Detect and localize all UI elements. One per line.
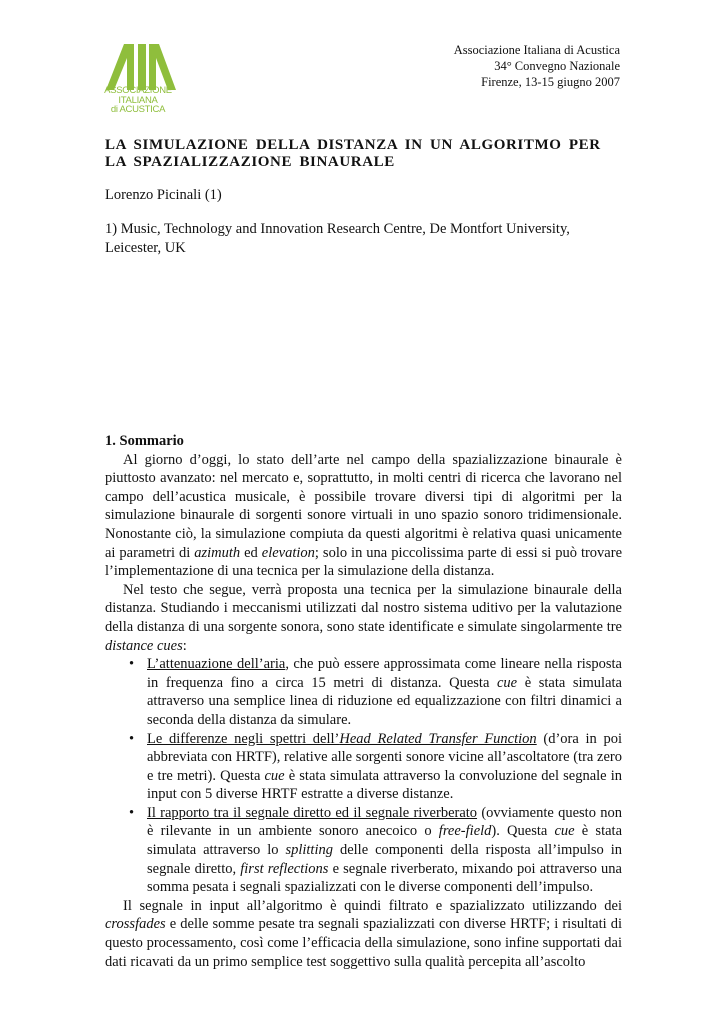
logo-text [98,86,178,115]
logo-line-2: ITALIANA [118,94,158,106]
conference-line-2: 34° Convegno Nazionale [494,59,620,73]
conference-header [454,42,620,90]
paragraph-2: Nel testo che segue, verrà proposta una tecnica per la simulazione binaurale della distanza. Studiando i meccanismi utilizzati dal nostro sistema uditivo per la valutazione della distanza di una sorgente sonora, sono state identificate e simulate singolarmente tre distance cues: [105,581,622,654]
list-item: • Il rapporto tra il segnale diretto ed il segnale riverberato (ovviamente questo non è rilevante in un ambiente sonoro anecoico o free-field). Questa cue è stata simulata attraverso lo splitting delle componenti della risposta all’impulso in segnale diretto, first reflections e segnale riverberato, mixando poi attraverso una somma pesata i segnali spazializzati con le diverse componenti dell’impulso. [129,804,622,896]
list-item: • L’attenuazione dell’aria, che può essere approssimata come lineare nella risposta in frequenza fino a circa 15 metri di distanza. Questa cue è stata simulata attraverso una semplice linea di riduzione ed equalizzazione con filtri dinamici a seconda della distanza da simulare. [129,656,622,728]
logo-line-1: ASSOCIAZIONE [104,85,172,96]
paper-title-line-2: LA SPAZIALIZZAZIONE BINAURALE [105,154,395,170]
logo-a-right [149,44,176,90]
list-item: • Le differenze negli spettri dell’Head Related Transfer Function (d’ora in poi abbreviata con HRTF), relative alle sorgenti sonore vicine all’ascoltatore (tra zero e tre metri). Questa cue è stata simulata attraverso la convoluzione del segnale in input con 5 diverse HRTF estratte a diverse distanze. [129,730,623,803]
affiliation: 1) Music, Technology and Innovation Research Centre, De Montfort University, Leicester, UK [105,221,570,256]
section-sommario [105,432,622,971]
logo-line-3: di ACUSTICA [110,104,166,115]
conference-line-3: Firenze, 13-15 giugno 2007 [481,75,620,89]
distance-cues-list [105,655,622,897]
section-heading: 1. Sommario [105,433,184,449]
paragraph-3: Il segnale in input all’algoritmo è quindi filtrato e spazializzato utilizzando dei crossfades e delle somme pesate tra segnali spazializzati con diverse HRTF; i risultati di questo processamento, così come l’efficacia della simulazione, sono infine supportati dai dati ricavati da un primo semplice test soggettivo sulla qualità percepita all’ascolto [105,897,622,970]
bullet-marker: • [129,730,135,747]
paragraph-1: Al giorno d’oggi, lo stato dell’arte nel campo della spazializzazione binaurale è piuttosto avanzato: nel mercato e, soprattutto, in molti centri di ricerca che lavorano nel campo dell’acustica musicale, è possibile trovare diversi tipi di algoritmi per la simulazione binaurale di sorgenti sonore virtuali in uno spazio sonoro tridimensionale. Nonostante ciò, la simulazione compiuta da questi algoritmi è relativa quasi unicamente ai parametri di azimuth ed elevation; solo in una piccolissima parte di essi si può trovare l’implementazione di una tecnica per la simulazione della distanza. [105,451,623,580]
logo-i-middle [138,44,146,90]
bullet-marker: • [129,656,135,673]
logo-a-left [106,44,134,90]
bullet-marker: • [129,804,135,821]
author: Lorenzo Picinali (1) [105,187,222,203]
paper-title-line-1: LA SIMULAZIONE DELLA DISTANZA IN UN ALGORITMO PER [105,137,601,153]
conference-line-1: Associazione Italiana di Acustica [453,43,620,57]
paper-title [105,137,625,171]
